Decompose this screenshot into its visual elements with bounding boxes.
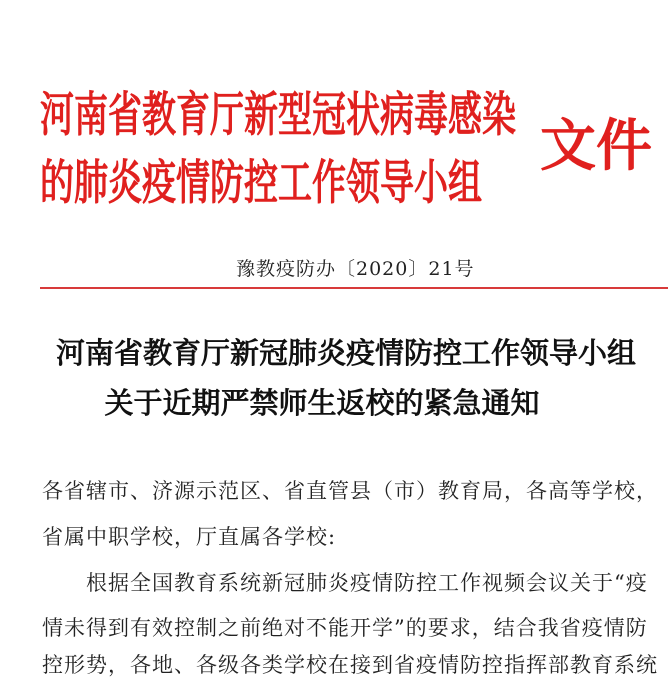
issuer-line-2: 的肺炎疫情防控工作领导小组 [40, 155, 482, 212]
body-line: 情未得到有效控制之前绝对不能开学”的要求，结合我省疫情防 [42, 616, 648, 640]
title-line-2: 关于近期严禁师生返校的紧急通知 [104, 386, 540, 420]
red-divider [40, 287, 668, 289]
body-line: 各省辖市、济源示范区、省直管县（市）教育局，各高等学校， [42, 479, 658, 503]
doc-number: 豫教疫防办〔2020〕21号 [236, 258, 475, 280]
issuer-line-1: 河南省教育厅新型冠状病毒感染 [40, 87, 516, 144]
title-line-1: 河南省教育厅新冠肺炎疫情防控工作领导小组 [55, 336, 636, 370]
doc-type: 文件 [540, 113, 652, 179]
body-line: 控形势，各地、各级各类学校在接到省疫情防控指挥部教育系统 [42, 653, 658, 677]
body-line: 省属中职学校，厅直属各学校: [42, 525, 337, 549]
body-line: 根据全国教育系统新冠肺炎疫情防控工作视频会议关于“疫 [42, 571, 648, 595]
